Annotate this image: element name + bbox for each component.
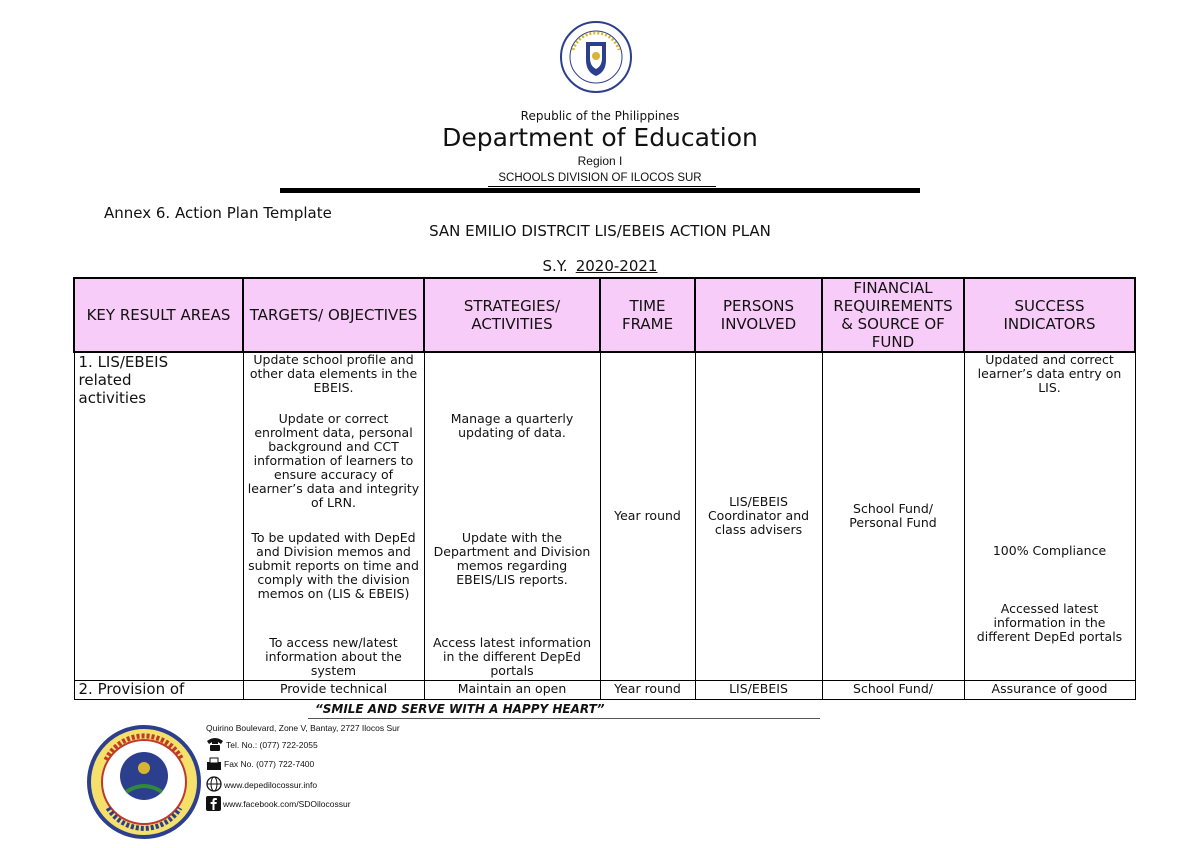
tel-text: Tel. No.: (077) 722-2055 (226, 740, 318, 750)
globe-icon (206, 776, 222, 792)
persons-cell-1: LIS/EBEIS Coordinator and class advisers (695, 352, 822, 680)
facebook-line (206, 796, 351, 811)
school-year-label: S.Y. (542, 257, 568, 275)
indicators-cell-2: Assurance of good (964, 680, 1135, 699)
website-line (206, 776, 317, 792)
strategies-cell-2: Maintain an open (424, 680, 600, 699)
plan-title: SAN EMILIO DISTRCIT LIS/EBEIS ACTION PLAN (429, 222, 771, 240)
strategies-cell-1 (424, 352, 600, 680)
motto-text: “SMILE AND SERVE WITH A HAPPY HEART” (315, 702, 605, 716)
indicator-item: 100% Compliance (992, 543, 1107, 558)
target-item: To access new/latest information about the system (265, 635, 402, 678)
kra-text-1: 1. LIS/EBEIS related activities (78, 353, 169, 407)
fax-icon (206, 757, 222, 771)
header-persons-involved: PERSONS INVOLVED (695, 278, 822, 352)
division-seal-logo (86, 716, 202, 846)
tel-line (206, 736, 318, 752)
annex-label: Annex 6. Action Plan Template (104, 204, 332, 222)
target-item: Update school profile and other data elements in the EBEIS. (249, 352, 418, 395)
department-title: Department of Education (442, 123, 758, 152)
header-key-result-areas: KEY RESULT AREAS (74, 278, 243, 352)
republic-text: Republic of the Philippines (520, 109, 680, 123)
fax-line (206, 757, 314, 771)
target-item: To be updated with DepEd and Division memos and submit reports on time and comply with the division memos on (LIS & EBEIS) (248, 530, 419, 601)
targets-cell-1 (243, 352, 424, 680)
header-time-frame: TIME FRAME (600, 278, 695, 352)
facebook-text[interactable]: www.facebook.com/SDOilocossur (223, 799, 351, 809)
kra-cell-2: 2. Provision of (74, 680, 243, 699)
time-frame-cell-2: Year round (600, 680, 695, 699)
address-text: Quirino Boulevard, Zone V, Bantay, 2727 Ilocos Sur (206, 723, 400, 733)
school-year-value: 2020-2021 (575, 257, 658, 275)
strategy-item: Update with the Department and Division memos regarding EBEIS/LIS reports. (433, 530, 591, 587)
header-financial: FINANCIAL REQUIREMENTS & SOURCE OF FUND (822, 278, 964, 352)
header-divider (280, 188, 920, 193)
header-success-indicators: SUCCESS INDICATORS (964, 278, 1135, 352)
targets-cell-2: Provide technical (243, 680, 424, 699)
indicators-cell-1 (964, 352, 1135, 680)
fund-cell-2: School Fund/ (822, 680, 964, 699)
website-text[interactable]: www.depedilocossur.info (224, 780, 318, 790)
header-targets: TARGETS/ OBJECTIVES (243, 278, 424, 352)
footer-divider (308, 718, 820, 719)
division-text: SCHOOLS DIVISION OF ILOCOS SUR (498, 172, 702, 184)
target-item: Update or correct enrolment data, personal background and CCT information of learners to ensure accuracy of learner’s data and integrity of LRN. (247, 411, 420, 510)
strategy-item: Access latest information in the different DepEd portals (432, 635, 592, 678)
school-year (0, 257, 1200, 275)
table-header-row (74, 278, 1135, 352)
phone-icon (206, 736, 224, 752)
action-plan-table (73, 277, 1136, 700)
fax-text: Fax No. (077) 722-7400 (224, 759, 315, 769)
strategy-item: Manage a quarterly updating of data. (450, 411, 574, 440)
indicator-item: Accessed latest information in the different DepEd portals (976, 601, 1123, 644)
table-row (74, 352, 1135, 680)
kra-cell-1 (74, 352, 243, 680)
fund-cell-1: School Fund/ Personal Fund (822, 352, 964, 680)
persons-cell-2: LIS/EBEIS (695, 680, 822, 699)
indicator-item: Updated and correct learner’s data entry on LIS. (977, 352, 1122, 395)
header-strategies: STRATEGIES/ ACTIVITIES (424, 278, 600, 352)
header-divider-thin (488, 186, 716, 187)
table-row (74, 680, 1135, 699)
time-frame-cell-1: Year round (600, 352, 695, 680)
deped-seal-logo (559, 20, 633, 94)
region-text: Region I (577, 154, 623, 168)
facebook-icon (206, 796, 221, 811)
